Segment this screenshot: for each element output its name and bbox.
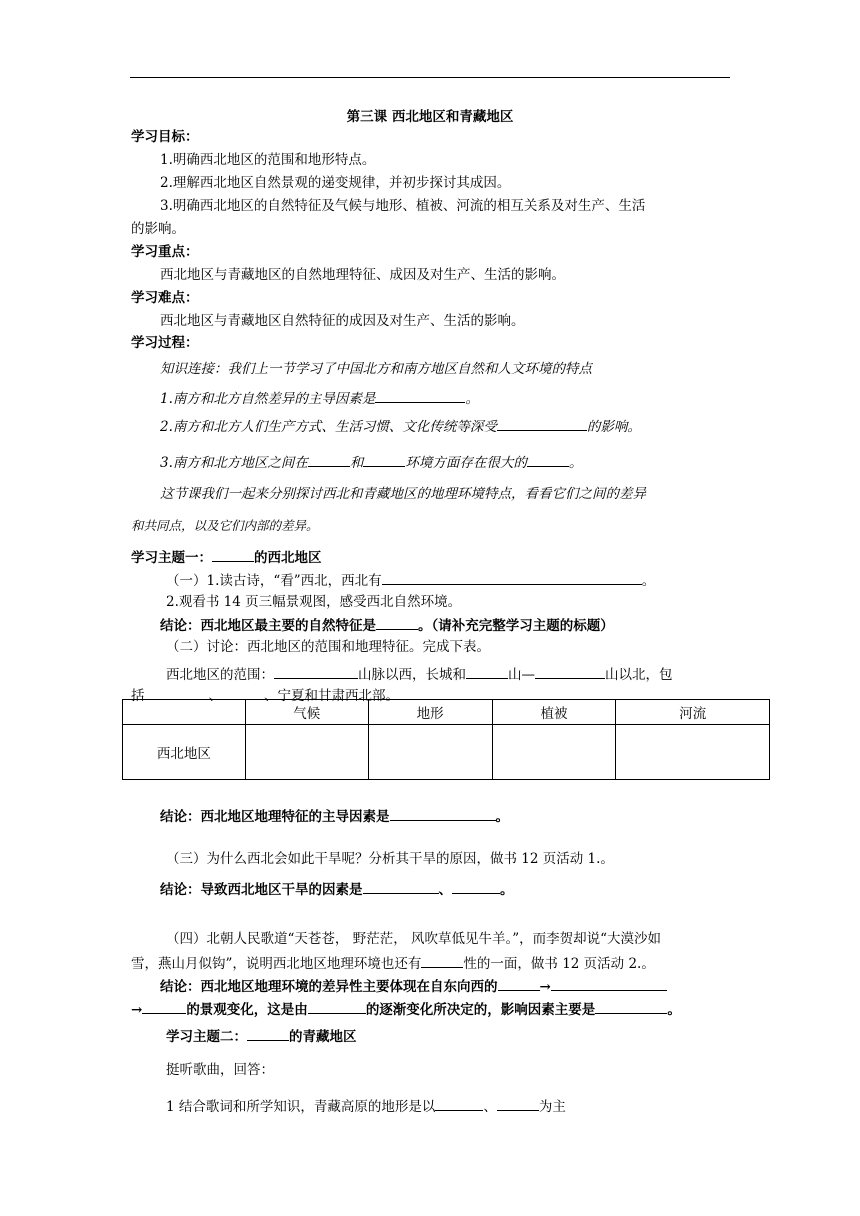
goals-heading: 学习目标： — [131, 129, 199, 145]
table-header-cell: 河流 — [616, 700, 770, 725]
key-points-heading: 学习重点： — [131, 244, 199, 260]
blank[interactable] — [308, 998, 366, 1014]
intro-line-2: 和共同点，以及它们内部的差异。 — [131, 518, 319, 533]
topic1-conclusion-4-line-1: 结论：西北地区地理环境的差异性主要体现在自东向西的 → — [160, 975, 667, 997]
table-cell-climate[interactable] — [245, 725, 368, 780]
blank[interactable] — [247, 1025, 289, 1041]
blank[interactable] — [382, 569, 642, 585]
goal-item: 2.理解西北地区自然景观的递变规律，并初步探讨其成因。 — [160, 175, 511, 191]
knowledge-link: 知识连接：我们上一节学习了中国北方和南方地区自然和人文环境的特点 — [160, 361, 592, 377]
difficulties-text: 西北地区与青藏地区自然特征的成因及对生产、生活的影响。 — [160, 313, 525, 329]
topic2-step-1: 挺听歌曲，回答： — [166, 1062, 274, 1078]
blank[interactable] — [466, 663, 508, 679]
blank[interactable] — [421, 952, 463, 968]
blank[interactable] — [222, 684, 264, 700]
topic1-heading: 学习主题一： 的西北地区 — [131, 546, 322, 568]
blank[interactable] — [551, 975, 667, 991]
blank[interactable] — [498, 975, 540, 991]
topic1-conclusion-4-line-2: → 的景观变化，这是由 的逐渐变化所决定的，影响因素主要是 。 — [131, 998, 681, 1020]
topic1-conclusion-1: 结论：西北地区最主要的自然特征是 。（请补充完整学习主题的标题） — [160, 614, 614, 636]
difficulties-heading: 学习难点： — [131, 290, 199, 306]
header-rule — [130, 77, 730, 78]
table-cell-terrain[interactable] — [368, 725, 492, 780]
table-header-row — [123, 700, 770, 725]
blank[interactable] — [145, 684, 209, 700]
goal-item: 的影响。 — [131, 221, 185, 237]
blank[interactable] — [390, 805, 496, 821]
topic1-conclusion-2: 结论：西北地区地理特征的主导因素是 。 — [160, 805, 509, 827]
topic1-conclusion-3: 结论：导致西北地区干旱的因素是 、 。 — [160, 878, 514, 900]
topic1-step-1: （一）1.读古诗，“看”西北，西北有 。 — [166, 569, 655, 591]
blank[interactable] — [535, 663, 605, 679]
question-2: 2.南方和北方人们生产方式、生活习惯、文化传统等深受 的影响。 — [160, 415, 641, 437]
table-cell-vegetation[interactable] — [492, 725, 616, 780]
northwest-feature-table — [122, 699, 770, 780]
key-points-text: 西北地区与青藏地区的自然地理特征、成因及对生产、生活的影响。 — [160, 267, 565, 283]
topic2-step-2: 1 结合歌词和所学知识，青藏高原的地形是以 、 为主 — [166, 1095, 566, 1117]
topic1-step-4: （三）为什么西北会如此干旱呢？分析其干旱的原因，做书 12 页活动 1.。 — [166, 851, 614, 867]
blank[interactable] — [375, 387, 465, 403]
goal-item: 1.明确西北地区的范围和地形特点。 — [160, 152, 376, 168]
table-header-cell: 气候 — [245, 700, 368, 725]
blank[interactable] — [527, 451, 569, 467]
topic1-step-5-line-1: （四）北朝人民歌道“天苍苍， 野茫茫， 风吹草低见牛羊。”，而李贺却说“大漠沙如 — [166, 931, 662, 947]
blank[interactable] — [497, 1095, 539, 1111]
topic1-step-2: 2.观看书 14 页三幅景观图，感受西北自然环境。 — [166, 594, 462, 610]
blank[interactable] — [376, 614, 418, 630]
blank[interactable] — [452, 878, 500, 894]
blank[interactable] — [308, 451, 350, 467]
table-header-cell: 植被 — [492, 700, 616, 725]
blank[interactable] — [142, 998, 186, 1014]
table-row-label: 西北地区 — [123, 725, 246, 780]
process-heading: 学习过程： — [131, 335, 199, 351]
table-header-cell: 地形 — [368, 700, 492, 725]
topic1-step-3: （二）讨论：西北地区的范围和地理特征。完成下表。 — [166, 639, 490, 655]
table-cell-rivers[interactable] — [616, 725, 770, 780]
blank[interactable] — [274, 663, 358, 679]
blank[interactable] — [212, 546, 254, 562]
question-3: 3.南方和北方地区之间在 和 环境方面存在很大的 。 — [160, 451, 582, 473]
blank[interactable] — [363, 451, 405, 467]
intro-line-1: 这节课我们一起来分别探讨西北和青藏地区的地理环境特点，看看它们之间的差异 — [160, 486, 646, 502]
blank[interactable] — [363, 878, 439, 894]
blank[interactable] — [497, 415, 587, 431]
goal-item: 3.明确西北地区的自然特征及气候与地形、植被、河流的相互关系及对生产、生活 — [160, 198, 646, 214]
table-header-cell — [123, 700, 246, 725]
question-1: 1.南方和北方自然差异的主导因素是 。 — [160, 387, 479, 409]
blank[interactable] — [595, 998, 667, 1014]
topic1-step-5-line-2: 雪，燕山月似钩”，说明西北地区地理环境也还有 性的一面，做书 12 页活动 2.。 — [131, 952, 655, 974]
blank[interactable] — [435, 1095, 483, 1111]
table-row — [123, 725, 770, 780]
region-range-line-1: 西北地区的范围： 山脉以西，长城和 山— 山以北，包 — [166, 663, 673, 685]
page-title: 第三课 西北地区和青藏地区 — [346, 109, 514, 125]
topic2-heading: 学习主题二： 的青藏地区 — [166, 1025, 357, 1047]
region-range-line-2: 括 、 、宁夏和甘肃西北部。 — [131, 684, 399, 706]
